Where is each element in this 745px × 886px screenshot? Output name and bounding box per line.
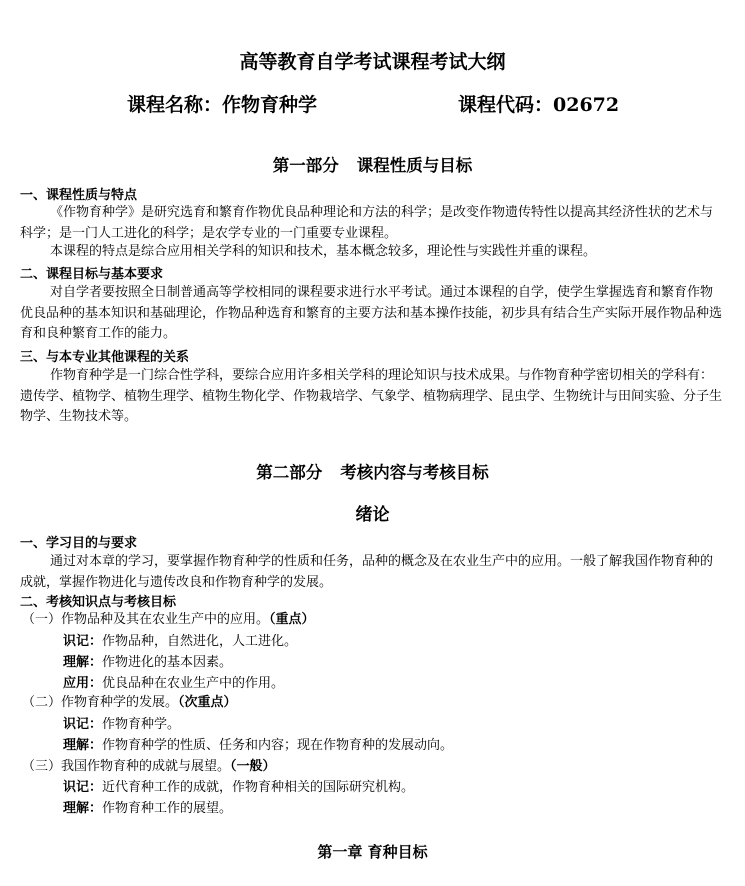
section-relations-paragraph: 作物育种学是一门综合性学科，要综合应用许多相关学科的理论知识与技术成果。与作物育种学密切相关的学科有：遗传学、植物学、植物生理学、植物生物化学、作物栽培学、气象学、植物病理学、昆虫学、生物统计与田间实验、分子生物学、生物技术等。 [20, 368, 723, 424]
knowledge-point-2-level: （次重点） [178, 695, 237, 710]
section-goals-title: 二、课程目标与基本要求 [20, 267, 164, 282]
kp2-understand-text: 作物育种学的性质、任务和内容；现在作物育种的发展动向。 [102, 738, 454, 753]
section-goals-paragraph: 对自学者要按照全日制普通高等学校相同的课程要求进行水平考试。通过本课程的自学，使学生掌握选育和繁育作物优良品种的基本知识和基础理论，作物品种选育和繁育的主要方法和基本操作技能，初步具有结合生产实际开展作物品种选育和良种繁育工作的能力。 [20, 285, 723, 341]
kp1-recall [63, 632, 297, 652]
kp3-understand-label: 理解： [63, 801, 103, 816]
kp3-recall-label: 识记： [63, 780, 103, 795]
kp1-understand [63, 653, 232, 673]
section-nature-paragraph-1: 《作物育种学》是研究选育和繁育作物优良品种理论和方法的科学；是改变作物遗传特性以提高其经济性状的艺术与科学；是一门人工进化的科学；是农学专业的一门重要专业课程。 [20, 205, 714, 241]
knowledge-point-1-text: （一）作物品种及其在农业生产中的应用。 [22, 612, 270, 627]
section-relations-title: 三、与本专业其他课程的关系 [20, 350, 190, 365]
section-nature-title: 一、课程性质与特点 [20, 188, 138, 203]
kp1-understand-text: 作物进化的基本因素。 [102, 655, 233, 670]
knowledge-point-2 [22, 693, 237, 713]
kp2-understand [63, 736, 453, 756]
kp3-recall-text: 近代育种工作的成就，作物育种相关的国际研究机构。 [102, 780, 415, 795]
part2-heading [0, 459, 745, 483]
kp1-recall-label: 识记： [63, 634, 103, 649]
knowledge-point-1-level: （重点） [269, 612, 315, 627]
chapter-1-heading: 第一章 育种目标 [317, 843, 428, 861]
kp3-understand [63, 799, 232, 819]
kp1-apply-text: 优良品种在农业生产中的作用。 [102, 676, 285, 691]
knowledge-point-3-level: （一般） [230, 759, 276, 774]
kp1-apply [63, 674, 284, 694]
kp2-recall-label: 识记： [63, 717, 103, 732]
part2-heading-text: 考核内容与考核目标 [340, 463, 489, 482]
knowledge-point-1 [22, 610, 315, 630]
part2-heading-number: 第二部分 [256, 463, 323, 482]
kp1-apply-label: 应用： [63, 676, 103, 691]
kp1-recall-text: 作物品种，自然进化，人工进化。 [102, 634, 298, 649]
course-code: 课程代码：02672 [458, 94, 620, 116]
intro-purpose-title: 一、学习目的与要求 [20, 536, 138, 551]
kp3-understand-text: 作物育种工作的展望。 [102, 801, 233, 816]
introduction-heading: 绪论 [355, 505, 390, 525]
kp2-recall [63, 715, 180, 735]
part1-heading-number: 第一部分 [272, 156, 339, 175]
kp2-understand-label: 理解： [63, 738, 103, 753]
part1-heading [0, 152, 745, 176]
knowledge-point-3 [22, 757, 276, 777]
document-title: 高等教育自学考试课程考试大纲 [239, 51, 506, 73]
kp3-recall [63, 778, 414, 798]
course-name: 课程名称：作物育种学 [127, 94, 318, 116]
intro-purpose-paragraph: 通过对本章的学习，要掌握作物育种学的性质和任务，品种的概念及在农业生产中的应用。一般了解我国作物育种的成就，掌握作物进化与遗传改良和作物育种学的发展。 [20, 554, 714, 590]
intro-knowledge-points-title: 二、考核知识点与考核目标 [20, 595, 177, 610]
part1-heading-text: 课程性质与目标 [356, 156, 473, 175]
knowledge-point-2-text: （二）作物育种学的发展。 [22, 695, 179, 710]
knowledge-point-3-text: （三）我国作物育种的成就与展望。 [22, 759, 231, 774]
section-nature-paragraph-2: 本课程的特点是综合应用相关学科的知识和技术，基本概念较多，理论性与实践性并重的课程。 [50, 244, 597, 259]
kp1-understand-label: 理解： [63, 655, 103, 670]
kp2-recall-text: 作物育种学。 [102, 717, 181, 732]
